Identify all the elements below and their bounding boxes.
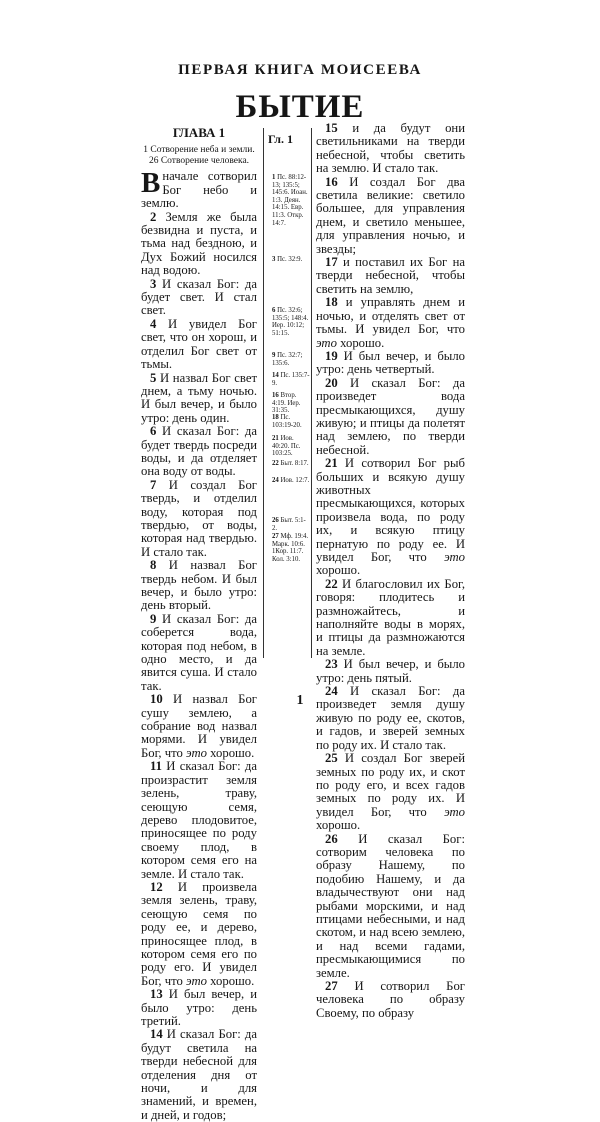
cross-reference <box>272 517 310 532</box>
verse <box>316 350 465 377</box>
reference-text: Пс. 88:12-13; 135:5; 145:6. Иоан. 1:3. Деян. 14:15. Евр. 11:3. Откр. 14:7. <box>272 174 308 227</box>
verse-text: И сотворил Бог рыб больших и всякую душу животных пресмыкающихся, которых произвела вода, по роду их, и всякую птицу пернатую по роду ее. И увидел Бог, что <box>316 456 465 564</box>
verse-number: 21 <box>325 456 338 471</box>
column-divider-right <box>311 128 312 658</box>
verse <box>316 833 465 980</box>
verse-text: и поставил их Бог на тверди небесной, чтобы светить на землю, <box>316 255 466 296</box>
verse <box>316 176 465 256</box>
reference-verse-number: 1 <box>272 174 276 181</box>
reference-verse-number: 18 <box>272 414 279 421</box>
verse-text: И сказал Бог: да будет свет. И стал свет. <box>141 276 257 318</box>
left-text-column <box>141 122 257 1122</box>
verse-text: И сказал Бог: да произведет земля душу живую по роду ее, скотов, и гадов, и зверей земных по роду их. И стало так. <box>316 684 465 752</box>
chapter-heading: ГЛАВА 1 <box>172 125 226 140</box>
cross-reference <box>272 435 310 458</box>
verse-number: 2 <box>150 209 157 224</box>
reference-verse-number: 27 <box>272 533 279 540</box>
verse-number: 11 <box>150 759 162 774</box>
verse <box>316 752 465 832</box>
reference-text: Пс. 32:9. <box>277 256 303 263</box>
verse-italic-word: это <box>444 804 465 819</box>
verse-number: 17 <box>325 255 338 270</box>
verse <box>141 479 257 559</box>
cross-reference <box>272 372 310 387</box>
verse-text: И увидел Бог свет, что он хорош, и отделил Бог свет от тьмы. <box>141 316 257 372</box>
verse-number: 4 <box>150 316 157 331</box>
verse <box>141 278 257 318</box>
verse-italic-word: это <box>316 335 337 350</box>
left-verse-list <box>141 211 257 1122</box>
verse-text: Земля же была безвидна и пуста, и тьма над бездною, и Дух Божий носился над водою. <box>141 209 258 278</box>
verse <box>316 256 465 296</box>
verse <box>316 457 465 578</box>
reference-verse-number: 14 <box>272 372 279 379</box>
verse-text: И сказал Бог: сотворим человека по образу Нашему, по подобию Нашему, и да владычествуют они над рыбами морскими, и над птицами небесными, и над скотом, и над всею землею, и над всеми гадами, пресмыкающимися по земле. <box>316 831 466 980</box>
verse-italic-word: это <box>186 973 207 988</box>
reference-verse-number: 21 <box>272 435 279 442</box>
cross-reference <box>272 414 310 429</box>
verse-number: 7 <box>150 477 157 492</box>
verse-number: 24 <box>325 684 338 699</box>
verse <box>141 988 257 1028</box>
verse-italic-word: это <box>444 550 465 564</box>
verse-text-end: хорошо. <box>340 335 385 350</box>
reference-text: Втор. 4:19. Иер. 31:35. <box>272 392 301 415</box>
verse <box>141 425 257 479</box>
verse-text-end: хорошо. <box>210 973 255 988</box>
verse <box>141 318 257 372</box>
verse-number: 10 <box>150 692 163 707</box>
verse-number: 27 <box>325 979 338 993</box>
verse <box>141 1028 257 1122</box>
verse-text: И сказал Бог: да будут светила на тверди небесной для отделения дня от ночи, и для знамений, и времен, и дней, и годов; <box>141 1027 257 1122</box>
verse-number: 9 <box>150 611 157 626</box>
verse-text: И был вечер, и было утро: день пятый. <box>316 657 466 685</box>
verse-text: и да будут они светильниками на тверди небесной, чтобы светить на землю. И стало так. <box>316 121 465 176</box>
verse-1 <box>141 167 257 211</box>
verse-text: И назвал Бог сушу землею, а собрание вод назвал морями. И увидел Бог, что <box>141 692 257 760</box>
verse-text: начале сотворил Бог небо и землю. <box>141 169 257 211</box>
reference-text: Иов. 40:20. Пс. 103:25. <box>272 435 301 458</box>
reference-text: Пс. 135:7-9. <box>272 372 310 387</box>
verse-number: 5 <box>150 370 157 385</box>
verse-text: И сказал Бог: да произведет вода пресмыкающихся, душу живую; и птицы да полетят над землею, по тверди небесной. <box>316 375 465 457</box>
reference-text: Мф. 19:4. Марк. 10:6. 1Кор. 11:7. Кол. 3:10. <box>272 533 309 563</box>
reference-text: Иов. 12:7. <box>280 477 310 484</box>
reference-verse-number: 3 <box>272 256 276 263</box>
verse <box>316 122 465 176</box>
cross-reference <box>272 533 310 563</box>
verse <box>316 578 465 658</box>
verse <box>316 658 465 685</box>
verse <box>141 613 257 693</box>
verse-text: И был вечер, и было утро: день третий. <box>141 987 257 1028</box>
verse-number: 8 <box>150 558 157 573</box>
verse-number: 19 <box>325 348 338 363</box>
cross-reference <box>272 477 310 485</box>
reference-verse-number: 6 <box>272 307 276 314</box>
verse <box>316 296 465 350</box>
verse-number: 22 <box>325 576 338 591</box>
verse-number: 26 <box>325 831 338 846</box>
verse <box>316 377 465 457</box>
verse-number: 23 <box>325 657 338 672</box>
reference-text: Пс. 32:7; 135:6. <box>272 352 303 367</box>
verse <box>141 559 257 613</box>
reference-verse-number: 9 <box>272 352 276 359</box>
reference-verse-number: 16 <box>272 392 279 399</box>
verse-text: И произвела земля зелень, траву, сеющую семя по роду ее, и дерево, приносящее плод, в котором семя его по роду его. И увидел Бог, что <box>141 879 258 988</box>
verse-text-end: хорошо. <box>316 563 361 578</box>
verse <box>141 372 257 426</box>
verse-text: И создал Бог твердь, и отделил воду, которая под твердью, от воды, которая над твердью. И стало так. <box>141 477 257 559</box>
reference-verse-number: 22 <box>272 460 279 467</box>
verse-number: 3 <box>150 276 157 291</box>
right-verse-list <box>316 122 465 1020</box>
verse-text: И сказал Бог: да соберется вода, которая под небом, в одно место, и да явится суша. И стало так. <box>141 611 257 693</box>
verse-text: и управлять днем и ночью, и отделять свет от тьмы. И увидел Бог, что <box>316 295 466 337</box>
reference-verse-number: 26 <box>272 517 279 524</box>
verse-text: И назвал Бог свет днем, а тьму ночью. И был вечер, и было утро: день один. <box>141 370 257 425</box>
verse-text: И был вечер, и было утро: день четвертый. <box>316 348 466 377</box>
cross-reference <box>272 352 310 367</box>
verse-number: 15 <box>325 121 338 135</box>
verse-number: 20 <box>325 375 338 390</box>
drop-cap: В <box>141 167 161 200</box>
verse-text-end: хорошо. <box>316 818 361 833</box>
verse-number: 6 <box>150 424 157 439</box>
verse-number: 13 <box>150 987 163 1002</box>
verse-text: И благословил их Бог, говоря: плодитесь и размножайтесь, и наполняйте воды в морях, и птицы да размножаются на земле. <box>316 576 465 658</box>
verse-number: 12 <box>150 879 163 894</box>
verse-italic-word: это <box>186 745 207 760</box>
verse-text: И создал Бог два светила великие: светило большее, для управления днем, и светило меньшее, для управления ночью, и звезды; <box>316 174 465 256</box>
book-title: ПЕРВАЯ КНИГА МОИСЕЕВА <box>178 62 422 78</box>
verse-text: И создал Бог зверей земных по роду их, и скот по роду его, и всех гадов земных по роду их. И увидел Бог, что <box>316 751 466 819</box>
verse-number: 18 <box>325 295 338 310</box>
verse <box>141 881 257 988</box>
verse <box>141 760 257 881</box>
verse-text: И назвал Бог твердь небом. И был вечер, и было утро: день вторый. <box>141 558 258 613</box>
verse-text: И сказал Бог: да произрастит земля зелень, траву, сеющую семя, дерево плодовитое, приносящее по роду своему плод, в котором семя его на земле. И стало так. <box>141 759 257 881</box>
verse-number: 25 <box>325 751 338 766</box>
references-heading: Гл. 1 <box>268 132 294 146</box>
verse-text: И сказал Бог: да будет твердь посреди воды, и да отделяет она воду от воды. <box>141 424 257 479</box>
cross-reference <box>272 307 310 337</box>
cross-reference <box>272 392 310 415</box>
chapter-summary: 1 Сотворение неба и земли. 26 Сотворение человека. <box>143 145 255 166</box>
verse <box>316 980 465 1020</box>
verse <box>141 211 257 278</box>
reference-text: Быт. 5:1-2. <box>272 517 306 532</box>
verse-text-end: хорошо. <box>210 745 255 760</box>
page-number: 1 <box>296 693 304 708</box>
reference-verse-number: 24 <box>272 477 279 484</box>
reference-text: Пс. 32:6; 135:5; 148:4. Иер. 10:12; 51:15. <box>272 307 309 337</box>
cross-reference <box>272 256 310 264</box>
cross-reference <box>272 174 310 227</box>
reference-text: Пс. 103:19-20. <box>272 414 302 429</box>
cross-reference <box>272 460 310 468</box>
column-divider-left <box>263 128 264 658</box>
verse-number: 14 <box>150 1027 163 1042</box>
verse-number: 16 <box>325 174 338 189</box>
right-text-column <box>316 122 465 1020</box>
reference-text: Быт. 8:17. <box>280 460 309 467</box>
book-name: БЫТИЕ <box>235 89 365 125</box>
verse-text: И сотворил Бог человека по образу Своему, по образу <box>316 979 465 1020</box>
